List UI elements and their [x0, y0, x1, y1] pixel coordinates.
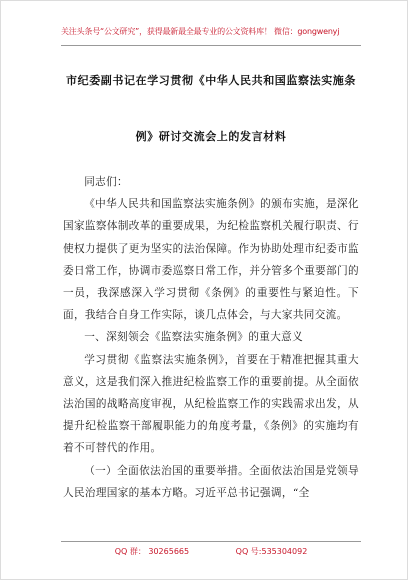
page-footer — [61, 546, 361, 557]
header-divider — [61, 45, 361, 46]
page-header-banner: 关注头条号“公文研究”，获得最新最全最专业的公文资料库！ 微信：gongwenyj — [61, 27, 340, 36]
paragraph-significance: 学习贯彻《监察法实施条例》，首要在于精准把握其重大意义，这是我们深入推进纪检监察工作的重要前提。从全面依法治国的战略高度审视，从纪检监察工作的实践需求出发，从提升纪检监察干部履职能力的角度考量，《条例》的实施均有着不可替代的作用。 — [63, 353, 359, 455]
paragraph-subsection-1: （一）全面依法治国的重要举措。全面依法治国是党领导人民治理国家的基本方略。习近平总书记强调，“全 — [63, 464, 359, 499]
footer-qq-group: QQ 群： 30265665 — [114, 547, 190, 556]
footer-divider — [61, 541, 361, 542]
footer-qq-number: QQ 号:535304092 — [235, 547, 308, 556]
document-title-line-2: 例》研讨交流会上的发言材料 — [135, 130, 287, 143]
document-title-line-1: 市纪委副书记在学习贯彻《中华人民共和国监察法实施条 — [66, 74, 356, 87]
salutation: 同志们： — [84, 176, 128, 188]
paragraph-intro: 《中华人民共和国监察法实施条例》的颁布实施，是深化国家监察体制改革的重要成果，为纪检监察机关履行职责、行使权力提供了更为坚实的法治保障。作为协助处理市纪委市监委日常工作，协调市委巡察日常工作，并分管多个重要部门的一员，我深感深入学习贯彻《条例》的重要性与紧迫性。下面，我结合自身工作实际，谈几点体会，与大家共同交流。 — [63, 198, 359, 322]
section-heading-1: 一、深刻领会《监察法实施条例》的重大意义 — [84, 331, 304, 344]
document-body — [63, 171, 359, 504]
